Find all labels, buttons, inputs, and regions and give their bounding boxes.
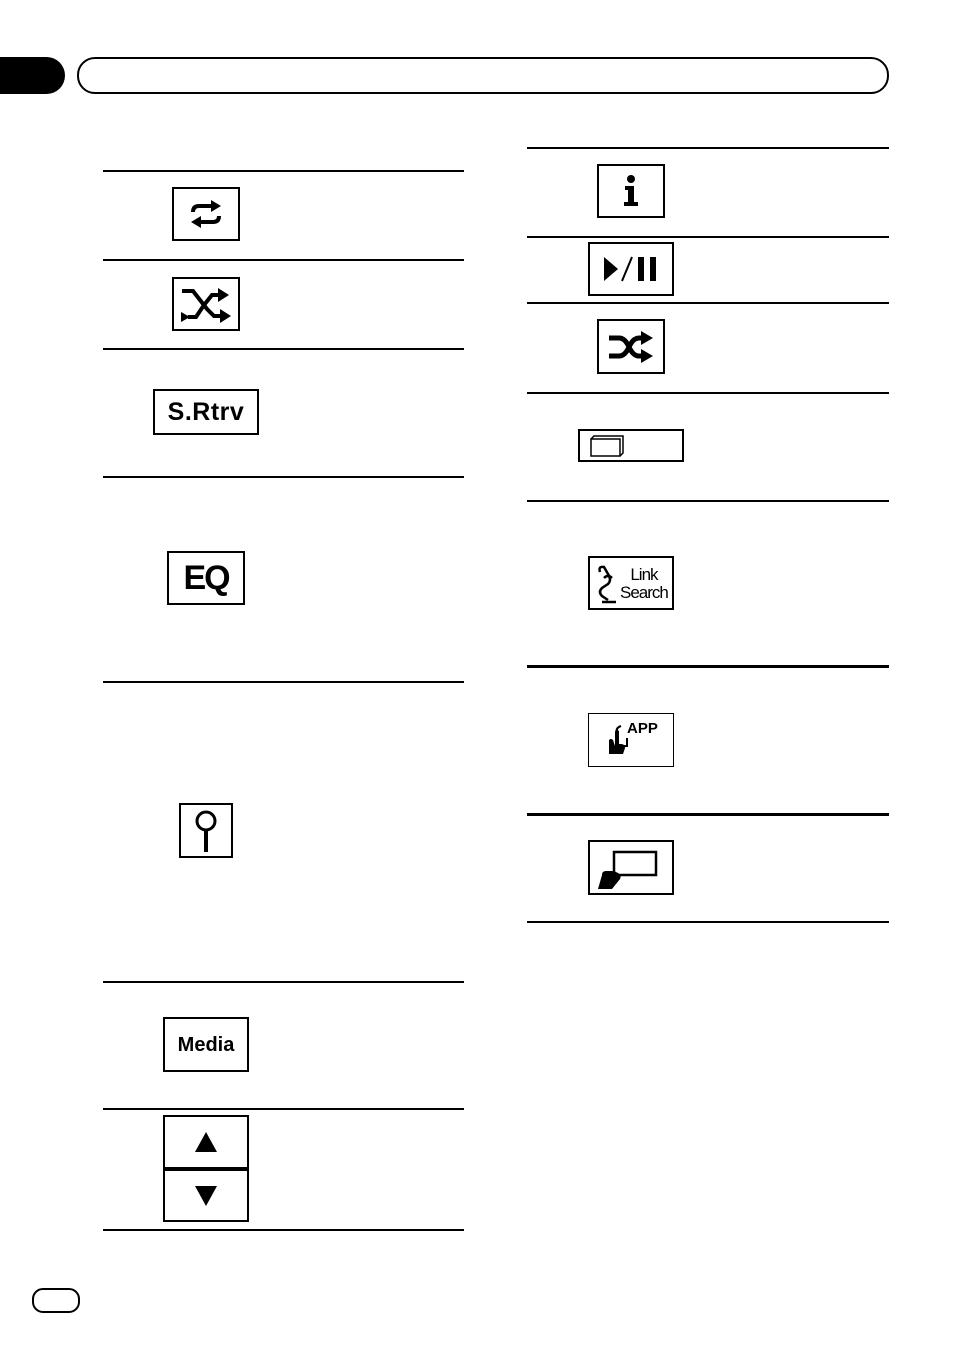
sound-retriever-button[interactable]	[153, 389, 259, 435]
panel-icon	[590, 435, 624, 457]
left-rule-6	[103, 981, 464, 983]
media-label: Media	[177, 1033, 235, 1056]
shuffle-button[interactable]	[597, 319, 665, 374]
up-arrow-icon	[194, 1131, 218, 1153]
page-number-badge	[32, 1288, 80, 1313]
left-rule-8	[103, 1229, 464, 1231]
link-search-label: Link Search	[620, 565, 668, 602]
left-rule-1	[103, 170, 464, 172]
info-icon	[621, 175, 641, 207]
right-rule-6	[527, 665, 889, 668]
shuffle-icon	[607, 330, 655, 364]
touch-panel-button[interactable]	[588, 840, 674, 895]
left-rule-5	[103, 681, 464, 683]
scroll-up-button[interactable]	[163, 1115, 249, 1169]
play-pause-button[interactable]	[588, 242, 674, 296]
media-button[interactable]	[163, 1017, 249, 1072]
panel-button[interactable]	[578, 429, 684, 462]
left-rule-2	[103, 259, 464, 261]
left-rule-7	[103, 1108, 464, 1110]
touch-panel-icon	[592, 843, 672, 893]
right-rule-1	[527, 147, 889, 149]
down-arrow-icon	[194, 1185, 218, 1207]
equalizer-button[interactable]	[167, 551, 245, 605]
app-label: APP	[627, 720, 658, 737]
random-button[interactable]	[172, 277, 240, 331]
list-scroll-control	[163, 1115, 249, 1223]
repeat-icon	[185, 199, 227, 229]
chapter-title-bar	[77, 57, 889, 94]
random-icon	[178, 285, 234, 323]
right-rule-3	[527, 302, 889, 304]
section-tab	[0, 57, 65, 94]
search-button[interactable]	[179, 803, 233, 858]
play-pause-icon	[602, 255, 660, 283]
left-rule-3	[103, 348, 464, 350]
app-button[interactable]	[588, 713, 674, 767]
link-search-button[interactable]	[588, 556, 674, 610]
right-rule-2	[527, 236, 889, 238]
right-rule-8	[527, 921, 889, 923]
info-button[interactable]	[597, 164, 665, 218]
right-rule-4	[527, 392, 889, 394]
right-rule-7	[527, 813, 889, 816]
app-icon	[603, 718, 663, 762]
scroll-down-button[interactable]	[163, 1168, 249, 1222]
repeat-button[interactable]	[172, 187, 240, 241]
sound-retriever-label: S.Rtrv	[167, 397, 245, 426]
right-rule-5	[527, 500, 889, 502]
search-icon	[193, 809, 219, 853]
left-rule-4	[103, 476, 464, 478]
equalizer-label: EQ	[183, 559, 229, 597]
